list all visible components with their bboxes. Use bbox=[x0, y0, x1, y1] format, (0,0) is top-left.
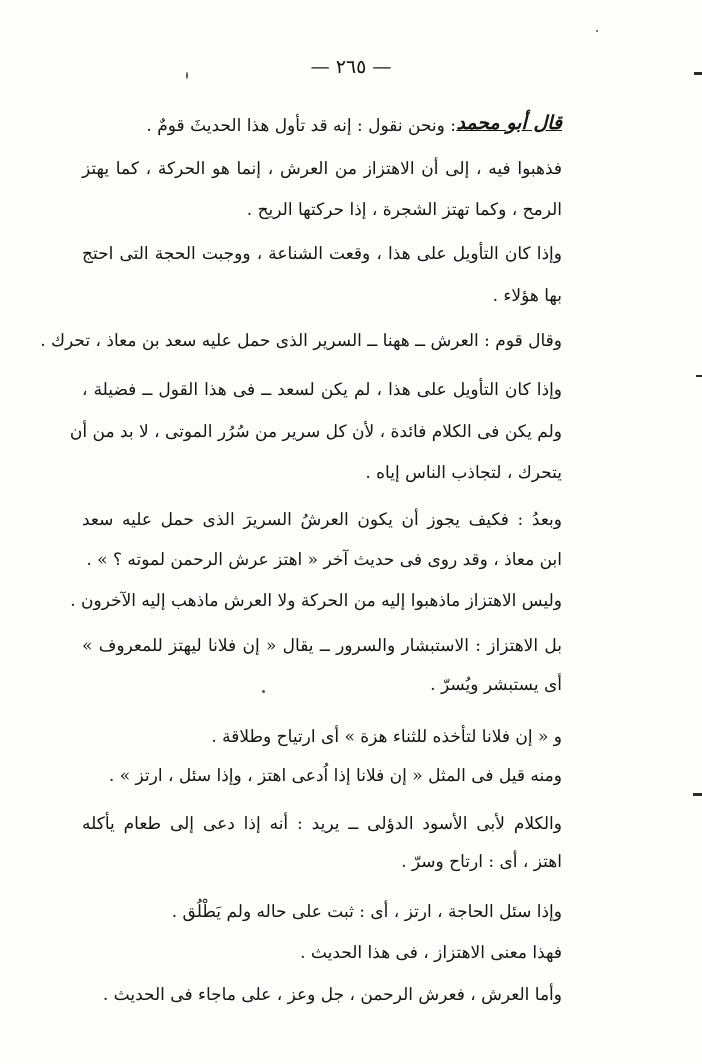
text-line-12: وليس الاهتزاز ماذهبوا إليه من الحركة ولا العرش ماذهب إليه الآخرون . bbox=[70, 591, 562, 611]
heading-text: قال أبو محمد bbox=[456, 112, 562, 134]
text-line-8: ولم يكن فى الكلام فائدة ، لأن كل سرير من سُرُر الموتى ، لا بد من أن bbox=[69, 422, 562, 442]
text-line-10: وبعدُ : فكيف يجوز أن يكون العرشُ السريرَ الذى حمل عليه سعد bbox=[82, 510, 562, 530]
scan-edge-mark bbox=[694, 72, 702, 75]
text-line-20: فهذا معنى الاهتزاز ، فى هذا الحديث . bbox=[300, 943, 562, 963]
scan-speck bbox=[186, 72, 188, 79]
text-line-16: ومنه قيل فى المثل « إن فلانا إذا اُدعى اهتز ، وإذا سئل ، ارتز » . bbox=[108, 766, 562, 786]
scan-speck bbox=[262, 690, 265, 693]
text-line-7: وإذا كان التأويل على هذا ، لم يكن لسعد ــ فى هذا القول ــ فضيلة ، bbox=[82, 380, 562, 400]
text-line-18: اهتز ، أى : ارتاح وسرّ . bbox=[401, 852, 562, 872]
text-line-9: يتحرك ، لتجاذب الناس إياه . bbox=[365, 463, 562, 483]
scan-edge-mark bbox=[693, 793, 702, 796]
text-line-15: و « إن فلانا لتأخذه للثناء هزة » أى ارتياح وطلاقة . bbox=[211, 727, 562, 747]
text-line-2: فذهبوا فيه ، إلى أن الاهتزاز من العرش ، إنما هو الحركة ، كما يهتز bbox=[82, 159, 562, 179]
text-line-4: وإذا كان التأويل على هذا ، وقعت الشناعة ، ووجبت الحجة التى احتج bbox=[82, 244, 562, 264]
text-line-21: وأما العرش ، فعرش الرحمن ، جل وعز ، على ماجاء فى الحديث . bbox=[102, 985, 562, 1005]
scan-edge-mark bbox=[696, 375, 702, 377]
text-line-17: والكلام لأبى الأسود الدؤلى ــ يريد : أنه إذا دعى إلى طعام يأكله bbox=[82, 814, 562, 834]
text-line-14: أى يستبشر ويُسرّ . bbox=[430, 675, 562, 695]
text-line-6: وقال قوم : العرش ــ ههنا ــ السرير الذى حمل عليه سعد بن معاذ ، تحرك . bbox=[40, 331, 562, 351]
text-line-19: وإذا سئل الحاجة ، ارتز ، أى : ثبت على حاله ولم يَطْلُق . bbox=[171, 902, 562, 922]
text-line-1: : ونحن نقول : إنه قد تأول هذا الحديثَ قومٌ . bbox=[146, 116, 456, 136]
text-line-11: ابن معاذ ، وقد روى فى حديث آخر « اهتز عرش الرحمن لموته ؟ » . bbox=[86, 550, 562, 570]
text-line-13: بل الاهتزاز : الاستبشار والسرور ــ يقال « إن فلانا ليهتز للمعروف » bbox=[82, 636, 562, 656]
scan-speck bbox=[596, 30, 598, 32]
text-line-5: بها هؤلاء . bbox=[492, 286, 562, 306]
text-line-3: الرمح ، وكما تهتز الشجرة ، إذا حركتها الريح . bbox=[246, 200, 562, 220]
page-number: — ٢٦٥ — bbox=[310, 56, 392, 78]
